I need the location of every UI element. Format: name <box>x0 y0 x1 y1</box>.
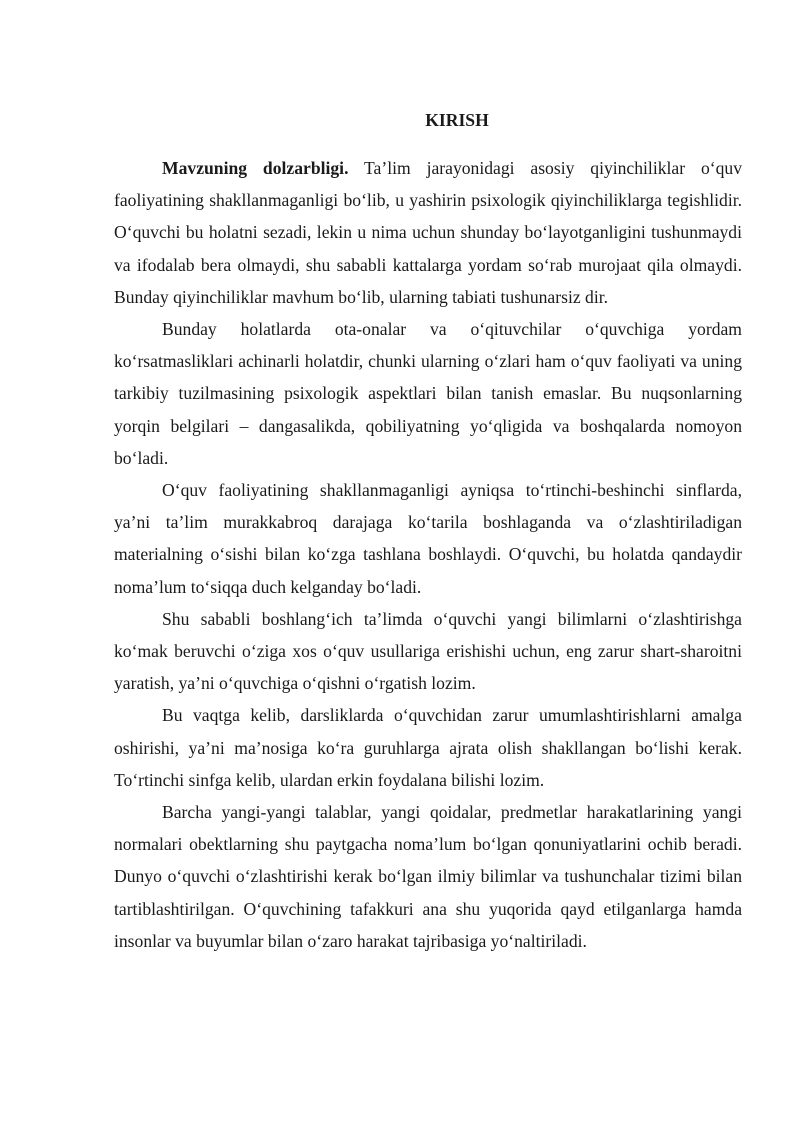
document-body <box>114 106 742 957</box>
paragraph-text: Bunday holatlarda ota-onalar va o‘qituvchilar o‘quvchiga yordam ko‘rsatmasliklari achinarli holatdir, chunki ularning o‘zlari ham o‘quv faoliyati va uning tarkibiy tuzilmasining psixologik aspektlari bilan tanish emaslar. Bu nuqsonlarning yorqin belgilari – dangasalikda, qobiliyatning yo‘qligida va boshqalarda nomoyon bo‘ladi. <box>114 319 742 468</box>
paragraph-text: Barcha yangi-yangi talablar, yangi qoidalar, predmetlar harakatlarining yangi normalari obektlarning shu paytgacha noma’lum bo‘lgan qonuniyatlarini ochib beradi. Dunyo o‘quvchi o‘zlashtirishi kerak bo‘lgan ilmiy bilimlar va tushunchalar tizimi bilan tartiblashtirilgan. O‘quvchining tafakkuri ana shu yuqorida qayd etilganlarga hamda insonlar va buyumlar bilan o‘zaro harakat tajribasiga yo‘naltiriladi. <box>114 802 742 951</box>
paragraph-relevance <box>114 152 742 313</box>
paragraph <box>114 603 742 700</box>
paragraph <box>114 313 742 474</box>
page-title: KIRISH <box>425 110 489 130</box>
paragraph-lead: Mavzuning dolzarbligi. <box>162 158 349 178</box>
paragraph <box>114 699 742 796</box>
paragraph-text: Bu vaqtga kelib, darsliklarda o‘quvchidan zarur umumlashtirishlarni amalga oshirishi, ya’ni ma’nosiga ko‘ra guruhlarga ajrata olish shakllangan bo‘lishi kerak. To‘rtinchi sinfga kelib, ulardan erkin foydalana bilishi lozim. <box>114 705 742 790</box>
paragraph-text: Shu sababli boshlang‘ich ta’limda o‘quvchi yangi bilimlarni o‘zlashtirishga ko‘mak beruvchi o‘ziga xos o‘quv usullariga erishishi uchun, eng zarur shart-sharoitni yaratish, ya’ni o‘quvchiga o‘qishni o‘rgatish lozim. <box>114 608 742 694</box>
paragraph <box>114 474 742 603</box>
paragraph-text: Ta’lim jarayonidagi asosiy qiyinchiliklar o‘quv faoliyatining shakllanmaganligi bo‘lib, u yashirin psixologik qiyinchiliklarga tegishlidir. O‘quvchi bu holatni sezadi, lekin u nima uchun shunday bo‘layotganligini tushunmaydi va ifodalab bera olmaydi, shu sababli kattalarga yordam so‘rab murojaat qila olmaydi. Bunday qiyinchiliklar mavhum bo‘lib, ularning tabiati tushunarsiz dir. <box>114 158 742 307</box>
paragraph <box>114 796 742 957</box>
paragraph-text: O‘quv faoliyatining shakllanmaganligi ayniqsa to‘rtinchi-beshinchi sinflarda, ya’ni ta’lim murakkabroq darajaga ko‘tarila boshlaganda va o‘zlashtiriladigan materialning o‘sishi bilan ko‘zga tashlana boshlaydi. O‘quvchi, bu holatda qandaydir noma’lum to‘siqqa duch kelganday bo‘ladi. <box>114 480 742 597</box>
